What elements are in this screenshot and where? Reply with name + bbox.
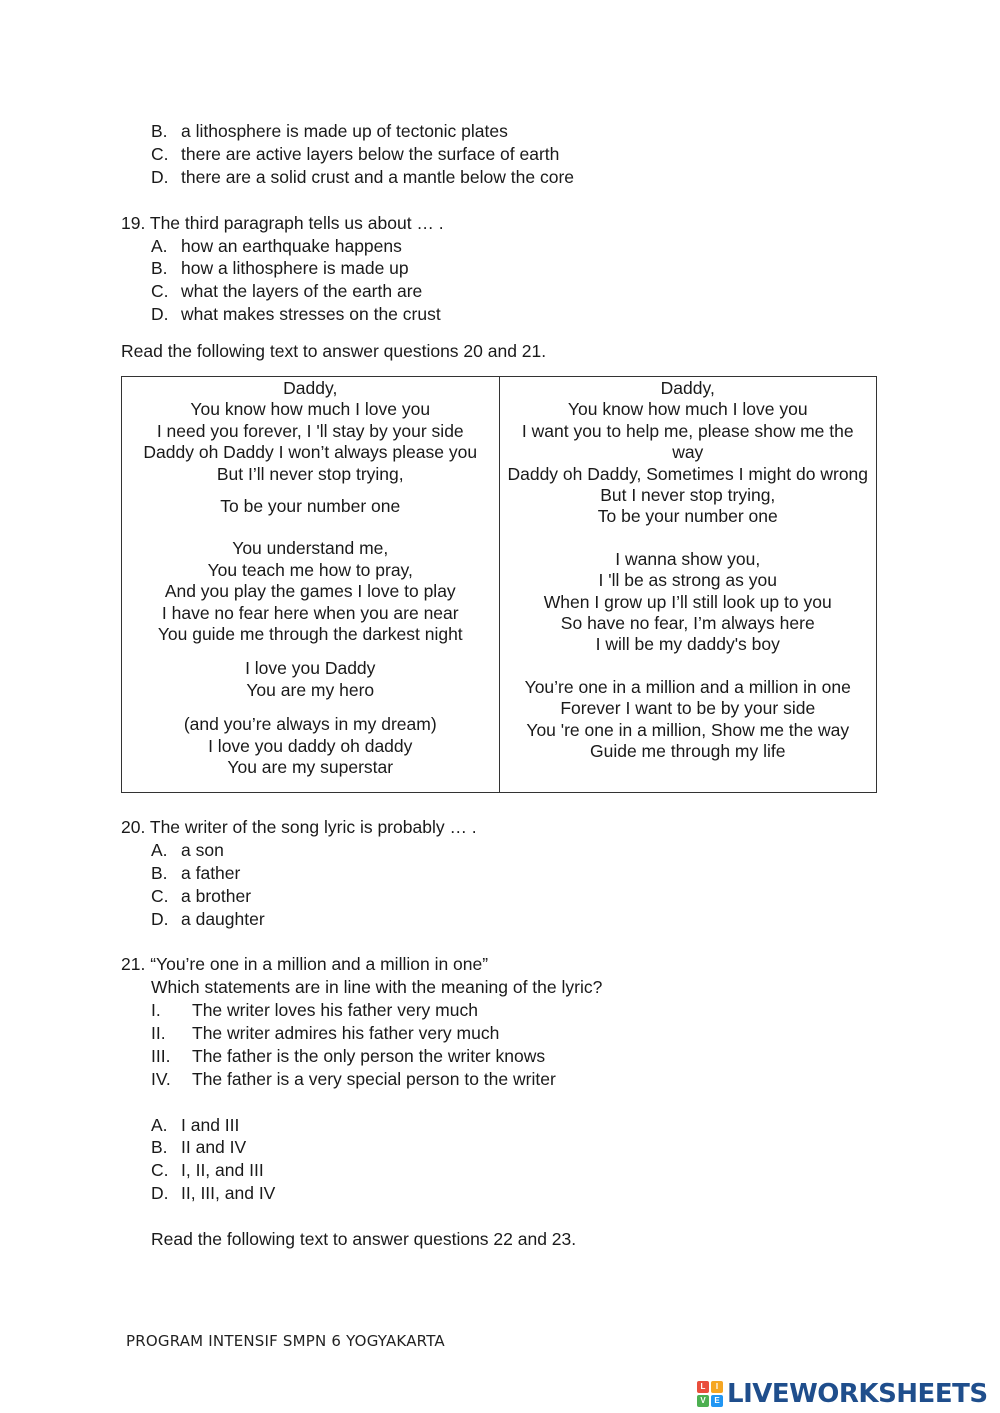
q21-subquestion: Which statements are in line with the meaning of the lyric?	[151, 977, 603, 997]
q20-question: 20. The writer of the song lyric is probably … .	[121, 817, 477, 837]
q21-statement-4: IV. The father is a very special person to the writer	[151, 1069, 556, 1089]
lyric-line: So have no fear, I’m always here	[560, 613, 815, 634]
q20-option-c: C. a brother	[151, 886, 252, 906]
lyric-line: Daddy,	[660, 378, 715, 398]
lyric-line: You are my superstar	[227, 757, 394, 778]
lyric-line: I wanna show you,	[615, 548, 761, 569]
lyric-line: To be your number one	[220, 496, 401, 517]
q19-option-d: D. what makes stresses on the crust	[151, 304, 441, 324]
lyric-line: And you play the games I love to play	[164, 581, 456, 602]
lyric-line: You guide me through the darkest night	[157, 624, 463, 645]
q21-statement-1: I. The writer loves his father very much	[151, 1000, 478, 1020]
lyric-line: Forever I want to be by your side	[560, 698, 816, 719]
lyric-line: You teach me how to pray,	[207, 559, 413, 580]
lyric-line: You 're one in a million, Show me the way	[526, 719, 850, 740]
instruction-22-23: Read the following text to answer questions 22 and 23.	[151, 1229, 577, 1249]
q18-option-b: B. a lithosphere is made up of tectonic plates	[151, 121, 508, 141]
lyric-line: When I grow up I’ll still look up to you	[543, 591, 832, 612]
q21-option-a: A. I and III	[151, 1115, 240, 1135]
lyric-line: I love you daddy oh daddy	[208, 735, 413, 756]
liveworksheets-logo-icon: L I V E	[697, 1381, 723, 1407]
lyric-line: Guide me through my life	[589, 741, 786, 762]
lyric-line: Daddy,	[283, 378, 338, 398]
lyric-line: To be your number one	[597, 506, 778, 527]
lyric-line: You know how much I love you	[190, 399, 431, 420]
lyrics-right-column	[499, 377, 877, 793]
q19-option-b: B. how a lithosphere is made up	[151, 258, 409, 278]
q18-option-d: D. there are a solid crust and a mantle below the core	[151, 167, 574, 187]
q21-question: 21. “You’re one in a million and a million in one”	[121, 954, 489, 974]
q18-option-c: C. there are active layers below the surface of earth	[151, 144, 560, 164]
brand-name: LIVEWORKSHEETS	[727, 1379, 988, 1409]
page-footer: PROGRAM INTENSIF SMPN 6 YOGYAKARTA	[126, 1332, 445, 1350]
q20-option-a: A. a son	[151, 840, 224, 860]
lyric-line: (and you’re always in my dream)	[183, 714, 437, 735]
q21-statement-2: II. The writer admires his father very much	[151, 1023, 500, 1043]
lyric-line: I need you forever, I 'll stay by your side	[156, 420, 464, 441]
q21-option-b: B. II and IV	[151, 1137, 247, 1157]
q21-option-c: C. I, II, and III	[151, 1160, 264, 1180]
lyric-line: I want you to help me, please show me the way	[521, 420, 854, 463]
lyrics-table	[121, 376, 877, 793]
lyric-line: Daddy oh Daddy, Sometimes I might do wrong	[507, 463, 869, 484]
q20-option-d: D. a daughter	[151, 909, 265, 929]
q19-option-a: A. how an earthquake happens	[151, 236, 402, 256]
lyric-line: You’re one in a million and a million in one	[524, 676, 851, 697]
q21-statement-3: III. The father is the only person the writer knows	[151, 1046, 546, 1066]
lyric-line: But I’ll never stop trying,	[216, 463, 404, 484]
lyric-line: Daddy oh Daddy I won’t always please you	[143, 442, 478, 463]
lyric-line: I will be my daddy's boy	[595, 634, 780, 655]
lyric-line: You are my hero	[246, 679, 375, 700]
q19-question: 19. The third paragraph tells us about … .	[121, 213, 444, 233]
lyric-line: I 'll be as strong as you	[598, 570, 777, 591]
lyric-line: You know how much I love you	[567, 399, 808, 420]
liveworksheets-brand[interactable]	[697, 1378, 988, 1410]
lyric-line: I love you Daddy	[245, 658, 376, 679]
q20-option-b: B. a father	[151, 863, 241, 883]
q21-option-d: D. II, III, and IV	[151, 1183, 276, 1203]
lyrics-left-column	[122, 377, 500, 793]
lyric-line: I have no fear here when you are near	[161, 602, 459, 623]
lyric-line: You understand me,	[232, 538, 389, 559]
q19-option-c: C. what the layers of the earth are	[151, 281, 423, 301]
instruction-20-21: Read the following text to answer questions 20 and 21.	[121, 341, 547, 361]
lyric-line: But I never stop trying,	[600, 485, 776, 506]
